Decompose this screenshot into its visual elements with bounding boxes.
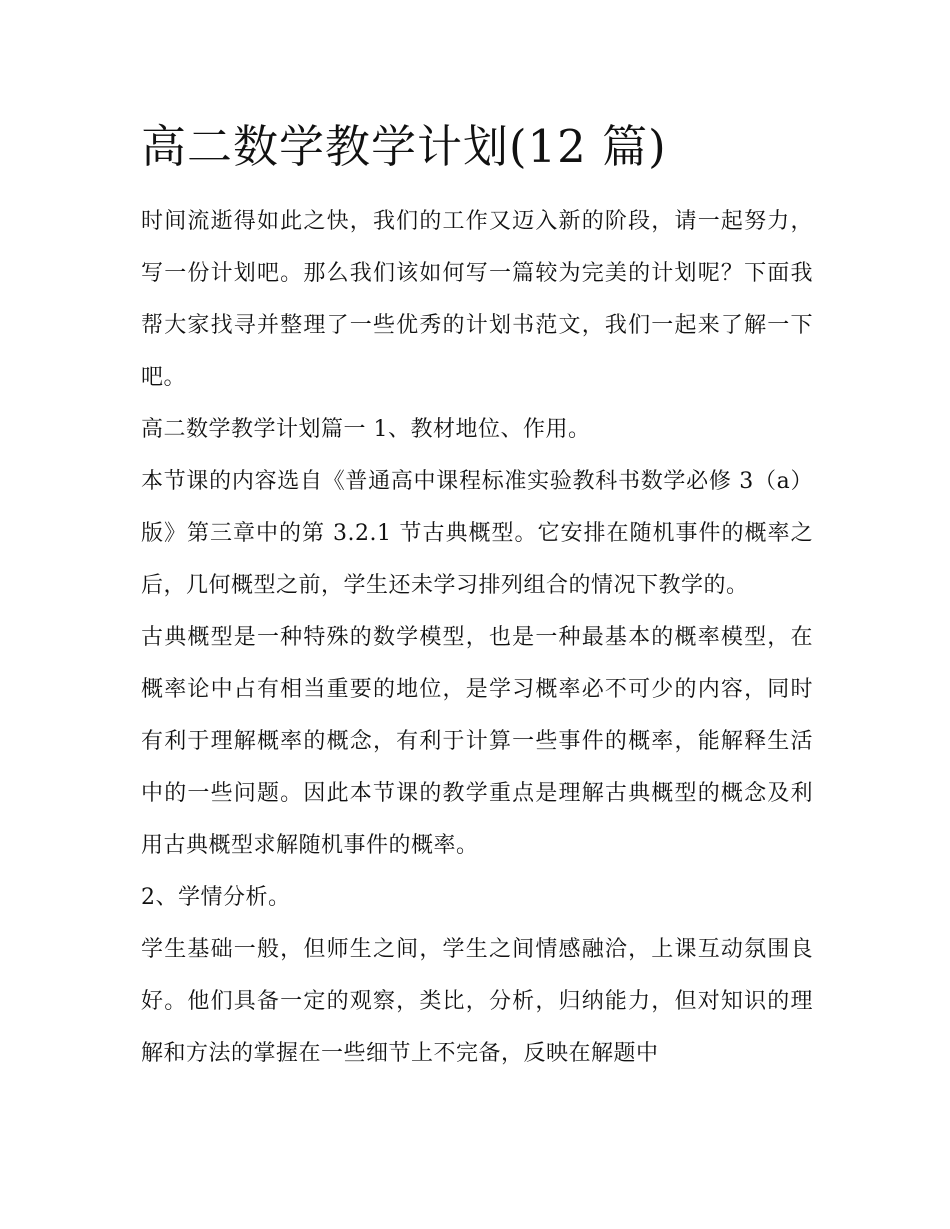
intro-paragraph: 时间流逝得如此之快，我们的工作又迈入新的阶段，请一起努力，写一份计划吧。那么我们该如何写一篇较为完美的计划呢？下面我帮大家找寻并整理了一些优秀的计划书范文，我们一起来了解一下吧。 — [141, 209, 813, 390]
document-body — [141, 196, 813, 1080]
student-analysis-paragraph: 学生基础一般，但师生之间，学生之间情感融洽，上课互动氛围良好。他们具备一定的观察，类比，分析，归纳能力，但对知识的理解和方法的掌握在一些细节上不完备，反映在解题中 — [141, 937, 813, 1066]
document-title: 高二数学教学计划(12 篇) — [141, 120, 667, 173]
section-heading-1: 高二数学教学计划篇一 1、教材地位、作用。 — [141, 417, 591, 442]
section-heading-2: 2、学情分析。 — [141, 885, 291, 910]
classical-probability-paragraph: 古典概型是一种特殊的数学模型，也是一种最基本的概率模型，在概率论中占有相当重要的地位，是学习概率必不可少的内容，同时有利于理解概率的概念，有利于计算一些事件的概率，能解释生活中的一些问题。因此本节课的教学重点是理解古典概型的概念及利用古典概型求解随机事件的概率。 — [141, 625, 813, 858]
textbook-paragraph: 本节课的内容选自《普通高中课程标准实验教科书数学必修 3（a）版》第三章中的第 3.2.1 节古典概型。它安排在随机事件的概率之后，几何概型之前，学生还未学习排列组合的情况下教学的。 — [141, 469, 813, 598]
